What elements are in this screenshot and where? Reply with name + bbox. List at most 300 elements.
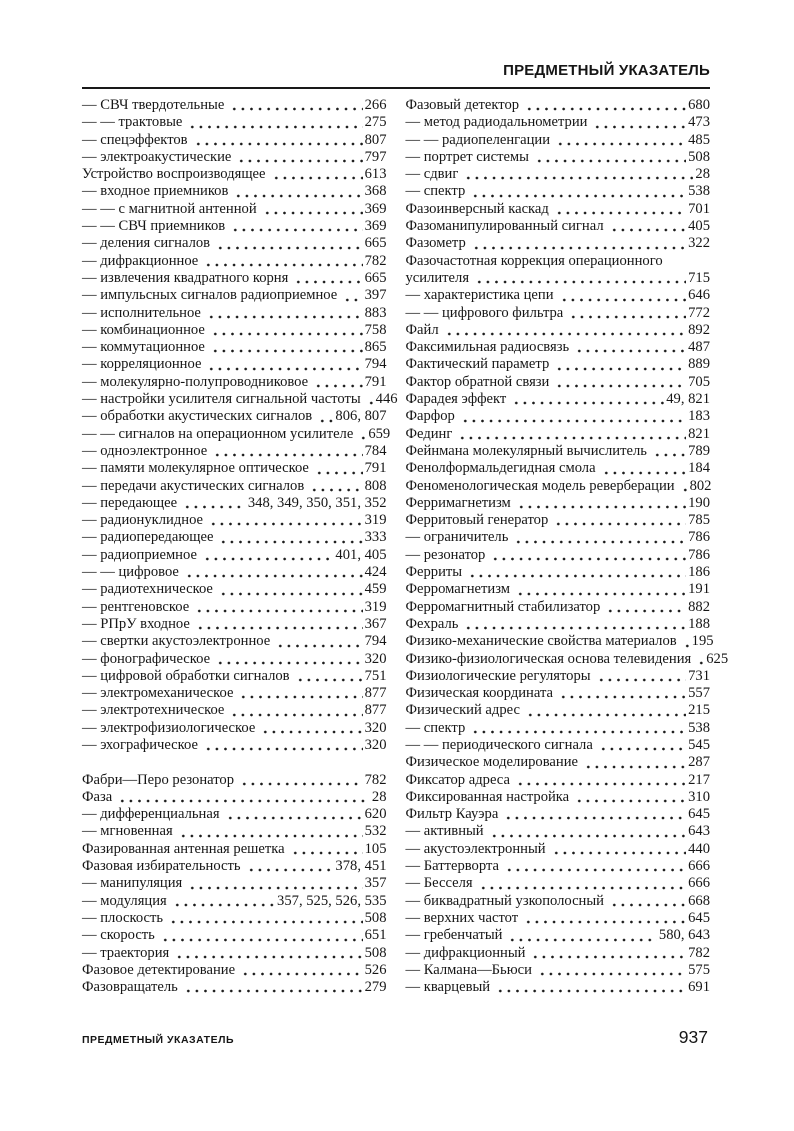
index-entry [406, 201, 711, 218]
entry-term: — входное приемников [82, 183, 229, 200]
index-entry [82, 927, 387, 944]
entry-page-numbers: 485 [688, 131, 710, 148]
index-entry [406, 132, 711, 149]
dot-leader [605, 599, 686, 616]
index-entry [406, 235, 711, 252]
dot-leader [559, 287, 687, 304]
entry-term: — эхографическое [82, 736, 198, 753]
entry-term: Факсимильная радиосвязь [405, 339, 570, 356]
entry-term: — электротехническое [82, 702, 225, 719]
entry-page-numbers: 446 [375, 391, 398, 408]
dot-leader [366, 391, 374, 408]
dot-leader [229, 702, 362, 719]
index-entry [406, 754, 711, 771]
dot-leader [195, 616, 363, 633]
index-entry [82, 702, 387, 719]
index-entry [82, 97, 387, 114]
index-entry [406, 599, 711, 616]
entry-page-numbers: 532 [364, 823, 387, 840]
dot-leader [537, 962, 686, 979]
dot-leader [218, 529, 362, 546]
dot-leader [513, 529, 686, 546]
entry-page-numbers: 378, 451 [335, 858, 387, 875]
dot-leader [229, 97, 362, 114]
index-entry [406, 426, 711, 443]
index-entry [406, 495, 711, 512]
dot-leader [212, 443, 362, 460]
entry-term: Фенолформальдегидная смола [405, 460, 596, 477]
dot-leader [470, 720, 686, 737]
index-entry [406, 823, 711, 840]
entry-page-numbers: 794 [364, 633, 387, 650]
entry-term: Фиксатор адреса [405, 771, 510, 788]
dot-leader [507, 927, 656, 944]
entry-page-numbers: 191 [688, 581, 710, 598]
index-entry [82, 495, 387, 512]
index-entry [82, 737, 387, 754]
index-entry [406, 478, 711, 495]
entry-term: — Бесселя [405, 875, 473, 892]
entry-term: Физико-физиологическая основа телевидения [405, 650, 692, 667]
entry-term: — передающее [82, 494, 178, 511]
index-entry [406, 789, 711, 806]
entry-term: Фактический параметр [405, 356, 550, 373]
dot-leader [490, 547, 686, 564]
entry-page-numbers: 508 [364, 944, 387, 961]
index-entry [82, 218, 387, 235]
dot-leader [457, 426, 686, 443]
index-entry [82, 806, 387, 823]
index-entry [82, 408, 387, 425]
entry-term: Ферримагнетизм [405, 494, 511, 511]
entry-term: — — СВЧ приемников [82, 218, 226, 235]
dot-leader [178, 823, 363, 840]
entry-page-numbers: 794 [364, 356, 387, 373]
entry-term: Фильтр Кауэра [405, 806, 499, 823]
index-entry [82, 287, 387, 304]
dot-leader [172, 893, 275, 910]
entry-term: Ферритовый генератор [405, 512, 549, 529]
page-number: 937 [678, 1027, 708, 1047]
entry-term: — рентгеновское [82, 598, 190, 615]
entry-page-numbers: 807 [364, 131, 387, 148]
index-entry [82, 478, 387, 495]
entry-term: — ограничитель [405, 529, 509, 546]
index-entry [82, 841, 387, 858]
entry-page-numbers: 188 [688, 615, 710, 632]
dot-leader [246, 858, 334, 875]
dot-leader [478, 875, 687, 892]
page-footer [82, 1027, 708, 1048]
index-entry [406, 875, 711, 892]
index-entry [82, 581, 387, 598]
entry-page-numbers: 310 [688, 788, 710, 805]
entry-page-numbers: 508 [688, 148, 710, 165]
index-entry [406, 737, 711, 754]
entry-page-numbers: 287 [688, 754, 710, 771]
dot-leader [583, 754, 686, 771]
index-entry [82, 149, 387, 166]
dot-leader [515, 772, 686, 789]
index-column-right [405, 97, 729, 996]
index-entry [406, 841, 711, 858]
entry-page-numbers: 772 [688, 304, 710, 321]
dot-leader [503, 806, 686, 823]
entry-page-numbers: 751 [364, 667, 387, 684]
entry-page-numbers: 665 [364, 269, 387, 286]
dot-leader [574, 339, 686, 356]
dot-leader [555, 132, 686, 149]
entry-term: усилителя [405, 269, 470, 286]
entry-term: — извлечения квадратного корня [82, 269, 289, 286]
entry-term: — Калмана—Бьюси [405, 961, 532, 978]
index-entry [82, 391, 398, 408]
entry-page-numbers: 320 [364, 719, 387, 736]
entry-page-numbers: 186 [688, 564, 710, 581]
entry-term: — РПрУ входное [82, 615, 190, 632]
dot-leader [210, 339, 363, 356]
entry-term: Фарадея эффект [405, 391, 507, 408]
entry-page-numbers: 557 [688, 685, 710, 702]
dot-leader [182, 495, 246, 512]
index-entry [82, 356, 387, 373]
entry-term: — радиоприемное [82, 546, 197, 563]
entry-term: — траектория [82, 944, 170, 961]
entry-page-numbers: 405 [688, 218, 710, 235]
entry-page-numbers: 786 [688, 546, 710, 563]
entry-term: — сдвиг [405, 166, 459, 183]
dot-leader [609, 218, 686, 235]
entry-page-numbers: 545 [688, 736, 710, 753]
dot-leader [275, 633, 362, 650]
dot-leader [238, 685, 362, 702]
index-entry [82, 651, 387, 668]
entry-page-numbers: 357 [364, 875, 387, 892]
index-entry [405, 650, 729, 668]
dot-leader [534, 149, 686, 166]
index-entry [82, 910, 387, 927]
index-entry [406, 218, 711, 235]
index-entry [406, 460, 711, 477]
index-entry [406, 322, 711, 339]
dot-leader [554, 374, 686, 391]
entry-page-numbers: 782 [364, 252, 387, 269]
entry-term: Физическая координата [405, 685, 554, 702]
entry-page-numbers: 659 [368, 425, 391, 442]
entry-term: — одноэлектронное [82, 442, 208, 459]
entry-page-numbers: 620 [364, 806, 387, 823]
entry-term: Фазоинверсный каскад [405, 200, 549, 217]
entry-term: — комбинационное [82, 321, 205, 338]
entry-page-numbers: 401, 405 [335, 546, 387, 563]
index-entry [82, 858, 387, 875]
dot-leader [317, 408, 333, 425]
entry-page-numbers: 892 [688, 321, 710, 338]
index-entry [82, 633, 387, 650]
index-entry [406, 149, 711, 166]
index-entry [406, 927, 711, 944]
dot-leader [471, 235, 686, 252]
index-entry [82, 772, 387, 789]
entry-term: — скорость [82, 927, 155, 944]
index-entry [406, 772, 711, 789]
dot-leader [504, 858, 686, 875]
index-entry [82, 962, 387, 979]
index-entry [82, 339, 387, 356]
entry-term: Фарфор [405, 408, 455, 425]
entry-page-numbers: 508 [364, 909, 387, 926]
entry-page-numbers: 758 [364, 321, 387, 338]
index-entry [406, 97, 711, 114]
entry-page-numbers: 424 [364, 564, 387, 581]
entry-term: — характеристика цепи [405, 287, 554, 304]
entry-term: Физиологические регуляторы [405, 667, 591, 684]
entry-page-numbers: 877 [364, 702, 387, 719]
entry-page-numbers: 877 [364, 685, 387, 702]
entry-page-numbers: 782 [688, 944, 710, 961]
index-entry [406, 183, 711, 200]
entry-page-numbers: 473 [688, 114, 710, 131]
entry-page-numbers: 217 [688, 771, 710, 788]
entry-page-numbers: 785 [688, 512, 710, 529]
dot-leader [262, 201, 363, 218]
entry-term: — модуляция [82, 892, 167, 909]
entry-term: Фазовая избирательность [82, 858, 241, 875]
dot-leader [463, 166, 693, 183]
index-entry [82, 616, 387, 633]
dot-leader [682, 633, 690, 650]
entry-term: — дифференциальная [82, 806, 220, 823]
dot-leader [554, 201, 686, 218]
entry-page-numbers: 320 [364, 650, 387, 667]
dot-leader [271, 166, 363, 183]
index-entry [406, 339, 711, 356]
entry-page-numbers: 538 [688, 719, 710, 736]
dot-leader [523, 910, 686, 927]
entry-page-numbers: 613 [364, 166, 387, 183]
index-entry [82, 668, 387, 685]
dot-leader [203, 253, 362, 270]
dot-leader [168, 910, 363, 927]
entry-term: — дифракционное [82, 252, 199, 269]
dot-leader [208, 512, 363, 529]
dot-leader [184, 564, 363, 581]
dot-leader [183, 979, 363, 996]
dot-leader [314, 460, 363, 477]
dot-leader [467, 564, 686, 581]
entry-page-numbers: 789 [688, 442, 710, 459]
entry-term: — молекулярно-полупроводниковое [82, 373, 309, 390]
entry-term: — электромеханическое [82, 685, 234, 702]
entry-term: — — радиопеленгации [405, 131, 551, 148]
entry-term: — кварцевый [405, 979, 491, 996]
entry-page-numbers: 666 [688, 875, 710, 892]
entry-page-numbers: 645 [688, 909, 710, 926]
entry-term: Ферриты [405, 564, 463, 581]
index-entry [82, 599, 387, 616]
entry-page-numbers: 526 [364, 961, 387, 978]
entry-term: Фединг [405, 425, 453, 442]
entry-term: Фазоманипулированный сигнал [405, 218, 604, 235]
index-entry [82, 201, 387, 218]
index-entry [82, 823, 387, 840]
entry-term: Фабри—Перо резонатор [82, 771, 235, 788]
index-entry [82, 132, 387, 149]
index-entry [82, 183, 387, 200]
index-entry [82, 564, 387, 581]
dot-leader [187, 114, 362, 131]
index-entry [82, 512, 387, 529]
dot-leader [596, 668, 687, 685]
entry-term: — верхних частот [405, 909, 519, 926]
index-entry [406, 910, 711, 927]
dot-leader [160, 927, 363, 944]
entry-page-numbers: 791 [364, 373, 387, 390]
entry-page-numbers: 105 [364, 840, 387, 857]
dot-leader [444, 322, 687, 339]
entry-term: — резонатор [405, 546, 486, 563]
entry-term: — радионуклидное [82, 512, 204, 529]
entry-term: — настройки усилителя сигнальной частоты [82, 391, 361, 408]
entry-term: Фиксированная настройка [405, 788, 570, 805]
dot-leader [236, 149, 362, 166]
entry-page-numbers: 802 [689, 477, 712, 494]
dot-leader [554, 356, 686, 373]
entry-page-numbers: 367 [364, 615, 387, 632]
entry-page-numbers: 195 [691, 633, 714, 650]
entry-page-numbers: 882 [688, 598, 710, 615]
entry-term: Файл [405, 321, 439, 338]
section-gap [82, 754, 387, 771]
entry-term: — — сигналов на операционном усилителе [82, 425, 354, 442]
index-entry [82, 305, 387, 322]
index-entry [406, 253, 711, 270]
entry-page-numbers: 357, 525, 526, 535 [277, 892, 387, 909]
entry-term: — импульсных сигналов радиоприемное [82, 287, 338, 304]
index-entry [82, 789, 387, 806]
entry-term: — гребенчатый [405, 927, 503, 944]
entry-term: — биквадратный узкополосный [405, 892, 604, 909]
entry-page-numbers: 348, 349, 350, 351, 352 [247, 494, 387, 511]
entry-term: — — периодического сигнала [405, 736, 593, 753]
entry-term: — манипуляция [82, 875, 183, 892]
entry-page-numbers: 643 [688, 823, 710, 840]
entry-term: — мгновенная [82, 823, 173, 840]
entry-term: Фехраль [405, 615, 459, 632]
entry-page-numbers: 440 [688, 840, 710, 857]
dot-leader [598, 737, 686, 754]
entry-term: Фейнмана молекулярный вычислитель [405, 442, 647, 459]
index-entry [82, 235, 387, 252]
page-header-title: ПРЕДМЕТНЫЙ УКАЗАТЕЛЬ [503, 62, 710, 79]
index-entry [406, 270, 711, 287]
entry-term: — корреляционное [82, 356, 202, 373]
entry-page-numbers: 459 [364, 581, 387, 598]
index-entry [406, 702, 711, 719]
entry-page-numbers: 333 [364, 529, 387, 546]
entry-term: Устройство воспроизводящее [82, 166, 266, 183]
dot-leader [313, 374, 362, 391]
entry-term: Физическое моделирование [405, 754, 578, 771]
entry-page-numbers: 625 [706, 650, 729, 667]
entry-page-numbers: 183 [688, 408, 710, 425]
entry-term: — СВЧ твердотельные [82, 97, 225, 113]
entry-page-numbers: 28 [371, 788, 387, 805]
dot-leader [568, 305, 686, 322]
entry-page-numbers: 487 [688, 339, 710, 356]
dot-leader [117, 789, 370, 806]
entry-page-numbers: 275 [364, 114, 387, 131]
entry-term: — цифровой обработки сигналов [82, 667, 290, 684]
entry-page-numbers: 731 [688, 667, 710, 684]
dot-leader [553, 512, 686, 529]
dot-leader [525, 702, 686, 719]
dot-leader [511, 391, 664, 408]
dot-leader [470, 183, 686, 200]
entry-page-numbers: 784 [364, 442, 387, 459]
dot-leader [551, 841, 687, 858]
entry-page-numbers: 319 [364, 598, 387, 615]
entry-page-numbers: 680 [688, 97, 710, 113]
entry-term: — спектр [405, 183, 466, 200]
index-column-left [82, 97, 398, 996]
index-entry [406, 408, 711, 425]
dot-leader [240, 962, 363, 979]
dot-leader [592, 114, 686, 131]
entry-term: Фазовое детектирование [82, 961, 236, 978]
entry-term: — — с магнитной антенной [82, 200, 257, 217]
index-entry [406, 858, 711, 875]
dot-leader [202, 547, 333, 564]
footer-running-head: ПРЕДМЕТНЫЙ УКАЗАТЕЛЬ [82, 1034, 235, 1046]
dot-leader [652, 443, 686, 460]
entry-term: — портрет системы [405, 148, 529, 165]
dot-leader [309, 478, 362, 495]
entry-term: — свертки акустоэлектронное [82, 633, 271, 650]
index-entry [405, 633, 714, 650]
dot-leader [206, 305, 363, 322]
entry-term: — деления сигналов [82, 235, 211, 252]
entry-term: — электроакустические [82, 148, 232, 165]
index-entry [406, 564, 711, 581]
dot-leader [574, 789, 686, 806]
entry-page-numbers: 322 [688, 235, 710, 252]
dot-leader [174, 945, 362, 962]
entry-term: — фонографическое [82, 650, 211, 667]
entry-term: Фазочастотная коррекция операционного [405, 252, 663, 269]
dot-leader [609, 893, 686, 910]
dot-leader [233, 183, 362, 200]
dot-leader [515, 581, 686, 598]
dot-leader [218, 581, 363, 598]
entry-term: — радиопередающее [82, 529, 214, 546]
index-entry [406, 529, 711, 546]
entry-page-numbers: 319 [364, 512, 387, 529]
entry-page-numbers: 808 [364, 477, 387, 494]
dot-leader [203, 737, 363, 754]
entry-page-numbers: 782 [364, 771, 387, 788]
index-entry [82, 425, 391, 443]
entry-term: — электрофизиологическое [82, 719, 256, 736]
entry-page-numbers: 368 [364, 183, 387, 200]
entry-term: — дифракционный [405, 944, 526, 961]
entry-term: Фактор обратной связи [405, 373, 550, 390]
dot-leader [215, 235, 363, 252]
index-entry [406, 668, 711, 685]
entry-page-numbers: 645 [688, 806, 710, 823]
index-entry [406, 945, 711, 962]
index-entry [406, 512, 711, 529]
